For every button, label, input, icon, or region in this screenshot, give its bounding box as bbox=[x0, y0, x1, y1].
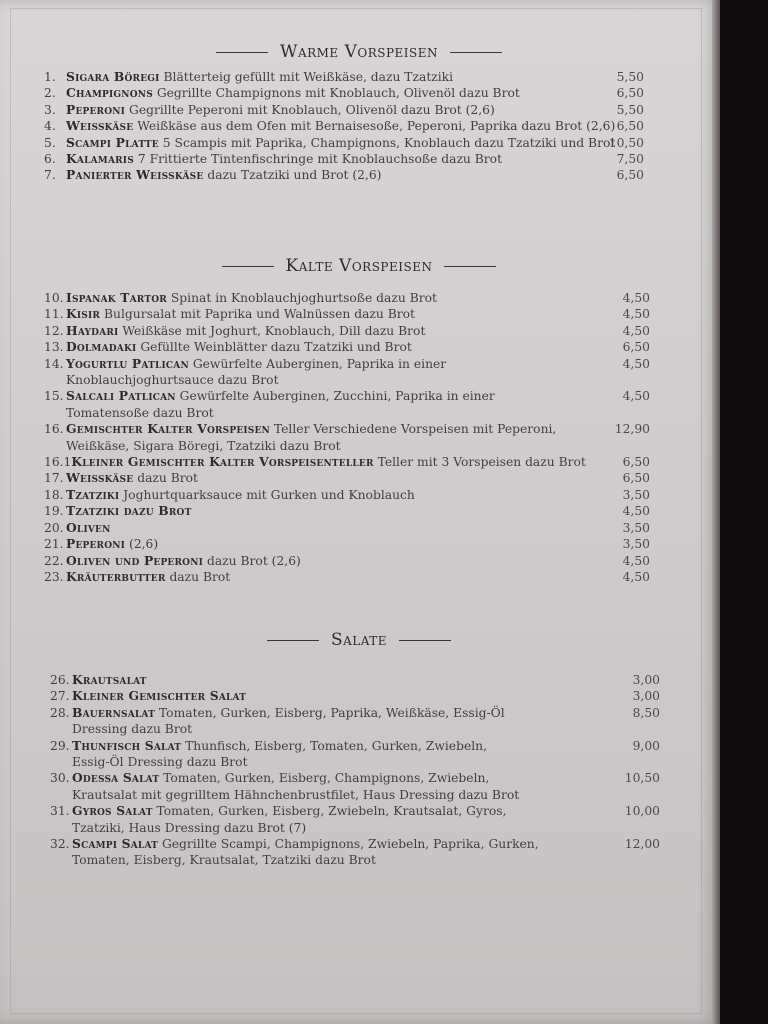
item-description: Joghurtquarksauce mit Gurken und Knoblauch bbox=[123, 487, 415, 502]
item-description: Teller mit 3 Vorspeisen dazu Brot bbox=[377, 455, 586, 470]
menu-item bbox=[44, 290, 650, 306]
item-number: 21. bbox=[44, 537, 64, 552]
item-description: Tomaten, Gurken, Eisberg, Zwiebeln, Krautsalat, Gyros, bbox=[156, 804, 507, 819]
item-price: 3,00 bbox=[632, 673, 660, 687]
item-number: 2. bbox=[44, 86, 56, 101]
item-name: Kleiner Gemischter Salat bbox=[72, 688, 247, 704]
item-number: 30. bbox=[50, 771, 70, 786]
item-price: 4,50 bbox=[622, 323, 650, 338]
item-price: 8,50 bbox=[632, 705, 660, 720]
item-description: Gegrillte Champignons mit Knoblauch, Olivenöl dazu Brot bbox=[156, 86, 520, 101]
menu-item bbox=[44, 553, 650, 569]
item-number: 22. bbox=[44, 553, 64, 568]
menu-item bbox=[44, 356, 650, 389]
menu-item bbox=[50, 738, 660, 771]
item-name: Ispanak Tartor bbox=[66, 290, 167, 305]
item-name: Kalamaris bbox=[66, 151, 134, 167]
item-description: Gegrillte Scampi, Champignons, Zwiebeln, Paprika, Gurken, bbox=[161, 837, 539, 852]
menu-item bbox=[44, 151, 644, 167]
menu-item bbox=[44, 167, 644, 183]
title-rule-left bbox=[216, 52, 268, 53]
item-number: 19. bbox=[44, 504, 64, 519]
menu-item bbox=[44, 536, 650, 552]
menu-item bbox=[44, 487, 650, 503]
item-description: Gefüllte Weinblätter dazu Tzatziki und Brot bbox=[140, 340, 412, 355]
section-title-warme-vorspeisen: Warme Vorspeisen bbox=[0, 42, 718, 62]
item-price: 4,50 bbox=[622, 307, 650, 322]
section-title-kalte-vorspeisen: Kalte Vorspeisen bbox=[0, 256, 718, 276]
title-rule-left bbox=[222, 266, 274, 267]
item-price: 4,50 bbox=[622, 553, 650, 568]
item-description: Blätterteig gefüllt mit Weißkäse, dazu Tzatziki bbox=[163, 70, 454, 84]
menu-item bbox=[44, 69, 644, 85]
item-description-continued: Tzatziki, Haus Dressing dazu Brot (7) bbox=[72, 820, 307, 835]
item-price: 12,90 bbox=[614, 422, 650, 437]
item-name: Dolmadaki bbox=[66, 339, 137, 355]
item-name: Odessa Salat bbox=[72, 770, 160, 786]
item-number: 11. bbox=[44, 307, 64, 322]
item-number: 31. bbox=[50, 804, 70, 819]
item-name: Thunfisch Salat bbox=[72, 737, 182, 753]
item-number: 14. bbox=[44, 356, 64, 371]
title-rule-right bbox=[399, 640, 451, 641]
kalte-vorspeisen-list bbox=[44, 290, 650, 585]
item-description: dazu Brot bbox=[169, 569, 231, 584]
item-number: 12. bbox=[44, 323, 64, 338]
item-number: 13. bbox=[44, 340, 64, 355]
item-name: Peperoni bbox=[66, 536, 126, 552]
item-price: 4,50 bbox=[622, 504, 650, 519]
menu-item bbox=[50, 705, 660, 738]
item-description: Gegrillte Peperoni mit Knoblauch, Olivenöl dazu Brot (2,6) bbox=[129, 102, 495, 117]
item-price: 6,50 bbox=[616, 86, 644, 101]
item-number: 18. bbox=[44, 487, 64, 502]
item-description: Gewürfelte Auberginen, Zucchini, Paprika in einer bbox=[179, 389, 495, 404]
item-number: 16.1 bbox=[44, 455, 72, 470]
section-title-salate: Salate bbox=[0, 630, 718, 650]
item-name: Champignons bbox=[66, 85, 153, 101]
item-number: 3. bbox=[44, 102, 56, 117]
item-name: Haydari bbox=[66, 322, 119, 338]
item-name: Weisskäse bbox=[66, 118, 134, 134]
item-price: 4,50 bbox=[622, 389, 650, 404]
item-number: 10. bbox=[44, 291, 64, 305]
item-name: Salcali Patlican bbox=[66, 388, 176, 404]
title-rule-left bbox=[267, 640, 319, 641]
menu-item bbox=[50, 803, 660, 836]
item-price: 10,00 bbox=[624, 804, 660, 819]
item-name: Kisir bbox=[66, 306, 101, 322]
item-name: Tzatziki dazu Brot bbox=[66, 503, 192, 519]
item-name: Kräuterbutter bbox=[66, 568, 166, 584]
item-number: 26. bbox=[50, 673, 70, 687]
item-price: 9,00 bbox=[632, 738, 660, 753]
item-description-continued: Essig-Öl Dressing dazu Brot bbox=[72, 755, 248, 770]
item-description: Spinat in Knoblauchjoghurtsoße dazu Brot bbox=[170, 291, 437, 305]
item-number: 27. bbox=[50, 689, 70, 704]
item-number: 28. bbox=[50, 705, 70, 720]
item-number: 20. bbox=[44, 520, 64, 535]
menu-item bbox=[50, 688, 660, 704]
menu-item bbox=[44, 323, 650, 339]
item-price: 6,50 bbox=[622, 455, 650, 470]
item-name: Weisskäse bbox=[66, 470, 134, 486]
menu-item bbox=[44, 118, 644, 134]
item-name: Panierter Weisskäse bbox=[66, 167, 204, 183]
item-price: 10,50 bbox=[624, 771, 660, 786]
item-number: 1. bbox=[44, 70, 56, 84]
item-name: Scampi Platte bbox=[66, 134, 159, 150]
item-price: 12,00 bbox=[624, 837, 660, 852]
item-description-continued: Tomaten, Eisberg, Krautsalat, Tzatziki dazu Brot bbox=[72, 853, 376, 868]
menu-item bbox=[44, 135, 644, 151]
title-rule-right bbox=[444, 266, 496, 267]
item-number: 15. bbox=[44, 389, 64, 404]
item-price: 6,50 bbox=[622, 471, 650, 486]
item-description-continued: Weißkäse, Sigara Böregi, Tzatziki dazu Brot bbox=[66, 438, 341, 453]
item-number: 6. bbox=[44, 152, 56, 167]
item-description: dazu Tzatziki und Brot (2,6) bbox=[207, 168, 382, 183]
menu-item bbox=[50, 672, 660, 688]
warme-vorspeisen-list bbox=[44, 69, 644, 184]
item-price: 3,00 bbox=[632, 689, 660, 704]
page-edge bbox=[712, 0, 720, 1024]
item-name: Oliven bbox=[66, 519, 111, 535]
item-name: Scampi Salat bbox=[72, 836, 159, 852]
item-number: 32. bbox=[50, 837, 70, 852]
item-number: 17. bbox=[44, 471, 64, 486]
item-number: 5. bbox=[44, 135, 56, 150]
item-description: 7 Frittierte Tintenfischringe mit Knoblauchsoße dazu Brot bbox=[137, 152, 503, 167]
menu-item bbox=[44, 102, 644, 118]
menu-item bbox=[50, 836, 660, 869]
menu-item bbox=[44, 306, 650, 322]
item-name: Gemischter Kalter Vorspeisen bbox=[66, 421, 270, 437]
menu-item bbox=[44, 454, 650, 470]
menu-item bbox=[44, 503, 650, 519]
item-price: 3,50 bbox=[622, 487, 650, 502]
item-number: 4. bbox=[44, 119, 56, 134]
item-price: 4,50 bbox=[622, 569, 650, 584]
menu-item bbox=[44, 569, 650, 585]
item-name: Gyros Salat bbox=[72, 803, 153, 819]
menu-item bbox=[44, 470, 650, 486]
item-price: 7,50 bbox=[616, 152, 644, 167]
item-description-continued: Krautsalat mit gegrilltem Hähnchenbrustfilet, Haus Dressing dazu Brot bbox=[72, 787, 520, 802]
item-description: Gewürfelte Auberginen, Paprika in einer bbox=[192, 356, 447, 371]
item-description: Tomaten, Gurken, Eisberg, Paprika, Weißkäse, Essig-Öl bbox=[158, 705, 505, 720]
item-description: dazu Brot (2,6) bbox=[206, 553, 301, 568]
item-name: Oliven und Peperoni bbox=[66, 552, 204, 568]
menu-item bbox=[44, 85, 644, 101]
menu-item bbox=[44, 520, 650, 536]
item-number: 16. bbox=[44, 422, 64, 437]
item-description: 5 Scampis mit Paprika, Champignons, Knoblauch dazu Tzatziki und Brot bbox=[162, 135, 616, 150]
item-price: 5,50 bbox=[616, 102, 644, 117]
item-price: 10,50 bbox=[608, 135, 644, 150]
item-price: 4,50 bbox=[622, 291, 650, 305]
item-price: 6,50 bbox=[616, 119, 644, 134]
item-description-continued: Knoblauchjoghurtsauce dazu Brot bbox=[66, 373, 279, 388]
salate-list bbox=[50, 672, 660, 869]
item-name: Bauernsalat bbox=[72, 704, 155, 720]
item-description: Tomaten, Gurken, Eisberg, Champignons, Zwiebeln, bbox=[163, 771, 490, 786]
item-name: Sigara Böregi bbox=[66, 69, 160, 84]
item-description: Weißkäse mit Joghurt, Knoblauch, Dill dazu Brot bbox=[122, 323, 426, 338]
item-name: Tzatziki bbox=[66, 486, 120, 502]
title-rule-right bbox=[450, 52, 502, 53]
item-description: Bulgursalat mit Paprika und Walnüssen dazu Brot bbox=[104, 307, 415, 322]
item-name: Yogurtlu Patlican bbox=[66, 355, 189, 371]
item-description-continued: Dressing dazu Brot bbox=[72, 722, 193, 737]
menu-item bbox=[44, 388, 650, 421]
item-price: 5,50 bbox=[616, 70, 644, 84]
item-price: 6,50 bbox=[616, 168, 644, 183]
item-number: 7. bbox=[44, 168, 56, 183]
menu-item bbox=[50, 770, 660, 803]
item-price: 4,50 bbox=[622, 356, 650, 371]
item-name: Peperoni bbox=[66, 101, 126, 117]
item-description: Teller Verschiedene Vorspeisen mit Peperoni, bbox=[273, 422, 557, 437]
item-name: Kleiner Gemischter Kalter Vorspeisenteller bbox=[71, 454, 374, 470]
menu-item bbox=[44, 421, 650, 454]
item-description: (2,6) bbox=[129, 537, 159, 552]
item-name: Krautsalat bbox=[72, 672, 147, 687]
menu-item bbox=[44, 339, 650, 355]
item-price: 3,50 bbox=[622, 520, 650, 535]
item-description: dazu Brot bbox=[137, 471, 198, 486]
item-description: Thunfisch, Eisberg, Tomaten, Gurken, Zwiebeln, bbox=[185, 738, 487, 753]
item-description: Weißkäse aus dem Ofen mit Bernaisesoße, Peperoni, Paprika dazu Brot (2,6) bbox=[137, 119, 616, 134]
item-description-continued: Tomatensoße dazu Brot bbox=[66, 405, 214, 420]
item-number: 23. bbox=[44, 569, 64, 584]
item-price: 3,50 bbox=[622, 537, 650, 552]
item-number: 29. bbox=[50, 738, 70, 753]
item-price: 6,50 bbox=[622, 340, 650, 355]
